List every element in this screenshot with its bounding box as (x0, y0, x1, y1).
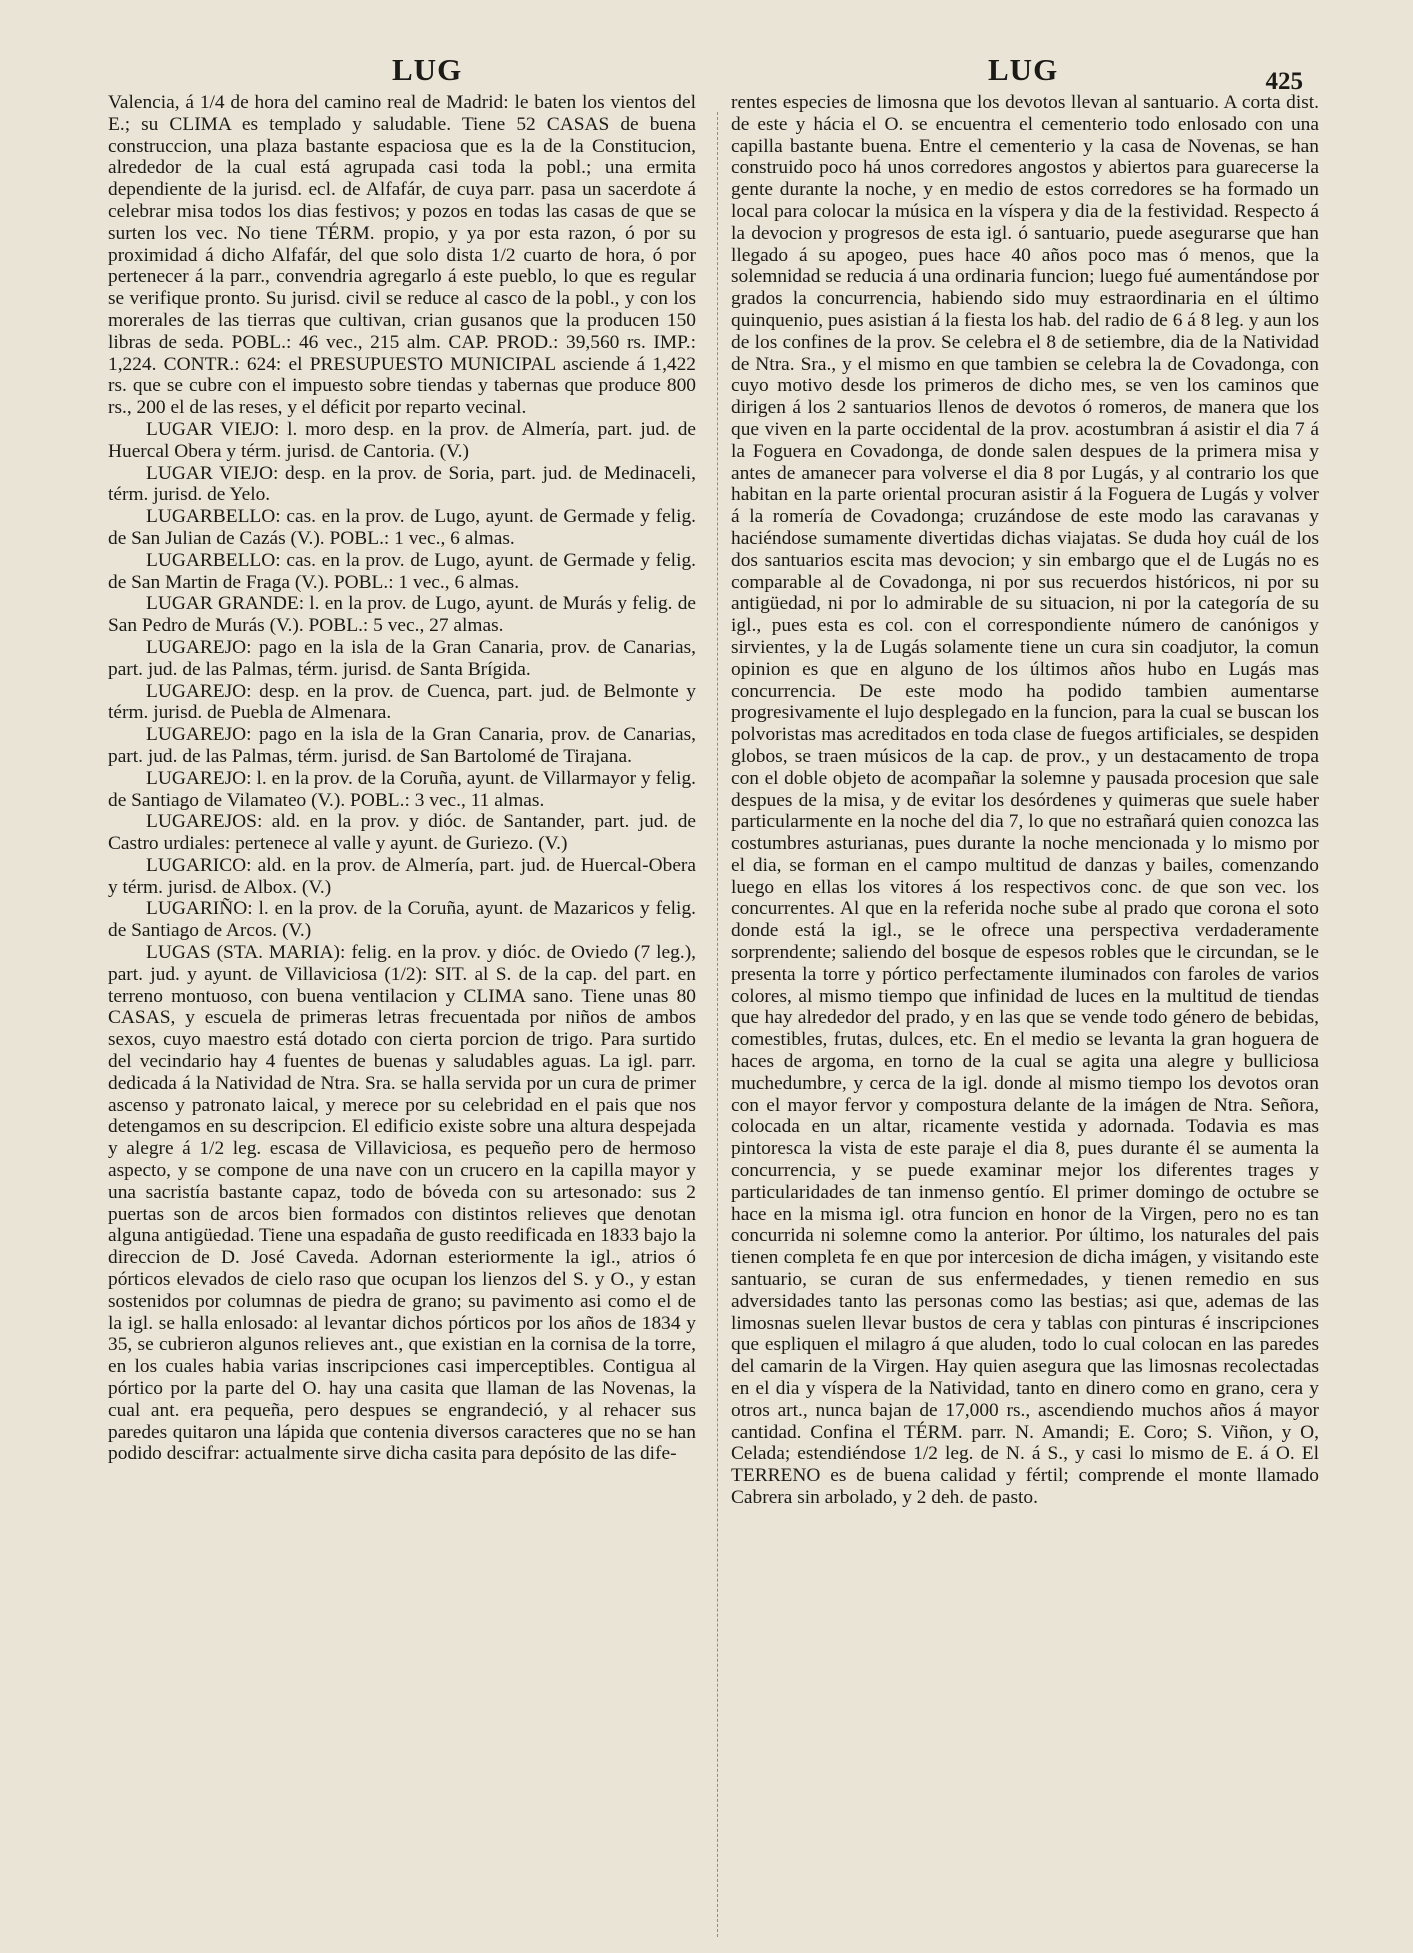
entry-lugar-viejo-soria: LUGAR VIEJO: desp. en la prov. de Soria, part. jud. de Medinaceli, térm. jurisd. de Yelo. (108, 462, 696, 506)
column-divider (717, 112, 718, 1937)
page-number: 425 (1265, 68, 1303, 95)
entry-lugarbello-cazas: LUGARBELLO: cas. en la prov. de Lugo, ayunt. de Germade y felig. de San Julian de Cazás (V.). POBL.: 1 vec., 6 almas. (108, 506, 696, 549)
entry-lugarejo-santa-brigida: LUGAREJO: pago en la isla de la Gran Canaria, prov. de Canarias, part. jud. de las Palmas, térm. jurisd. de Santa Brígida. (108, 636, 696, 680)
running-head-right: LUG (988, 52, 1059, 87)
paragraph-continuation: Valencia, á 1/4 de hora del camino real de Madrid: le baten los vientos del E.; su CLIMA es templado y saludable. Tiene 52 CASAS de buena construccion, una plaza bastante espaciosa que es la de la Constitucion, alrededor de la cual está agrupada casi toda la pobl.; una ermita dependiente de la jurisd. ecl. de Alfafár, de cuya parr. pasa un sacerdote á celebrar misa todos los dias festivos; y pozos en todas las casas de que se surten los vec. No tiene TÉRM. propio, y ya por esta razon, ó por su proximidad á dicho Alfafár, del que solo dista 1/2 cuarto de hora, ó por pertenecer á la parr., convendria agregarlo á este pueblo, lo que es regular se verifique pronto. Su jurisd. civil se reduce al casco de la pobl., y con los morerales de las tierras que cultivan, crian gusanos que la producen 150 libras de seda. POBL.: 46 vec., 215 alm. CAP. PROD.: 39,560 rs. IMP.: 1,224. CONTR.: 624: el PRESUPUESTO MUNICIPAL asciende á 1,422 rs. que se cubre con el impuesto sobre tiendas y tabernas que produce 800 rs., 200 el de las reses, y el déficit por reparto vecinal. (108, 92, 696, 419)
entry-lugarejo-cuenca: LUGAREJO: desp. en la prov. de Cuenca, part. jud. de Belmonte y térm. jurisd. de Puebla de Almenara. (108, 680, 696, 724)
left-column (108, 92, 696, 1465)
entry-lugarejos: LUGAREJOS: ald. en la prov. y dióc. de Santander, part. jud. de Castro urdiales: pertenece al valle y ayunt. de Guriezo. (V.) (108, 811, 696, 855)
entry-lugarbello-fraga: LUGARBELLO: cas. en la prov. de Lugo, ayunt. de Germade y felig. de San Martin de Fraga (V.). POBL.: 1 vec., 6 almas. (108, 549, 696, 593)
running-head-left: LUG (392, 52, 463, 87)
entry-lugarejo-tirajana: LUGAREJO: pago en la isla de la Gran Canaria, prov. de Canarias, part. jud. de las Palmas, térm. jurisd. de San Bartolomé de Tirajana. (108, 724, 696, 767)
entry-lugarico: LUGARICO: ald. en la prov. de Almería, part. jud. de Huercal-Obera y térm. jurisd. de Albox. (V.) (108, 854, 696, 898)
entry-lugarejo-coruna: LUGAREJO: l. en la prov. de la Coruña, ayunt. de Villarmayor y felig. de Santiago de Vilamateo (V.). POBL.: 3 vec., 11 almas. (108, 767, 696, 811)
entry-lugar-viejo-almeria: LUGAR VIEJO: l. moro desp. en la prov. de Almería, part. jud. de Huercal Obera y térm. jurisd. de Cantoria. (V.) (108, 418, 696, 462)
entry-lugas: LUGAS (STA. MARIA): felig. en la prov. y dióc. de Oviedo (7 leg.), part. jud. y ayunt. de Villaviciosa (1/2): SIT. al S. de la cap. del part. en terreno montuoso, con buena ventilacion y CLIMA sano. Tiene unas 80 CASAS, y escuela de primeras letras frecuentada por niños de ambos sexos, cuyo maestro está dotado con cierta porcion de trigo. Para surtido del vecindario hay 4 fuentes de buenas y saludables aguas. La igl. parr. dedicada á la Natividad de Ntra. Sra. se halla servida por un cura de primer ascenso y patronato laical, y merece por su celebridad en el pais que nos detengamos en su descripcion. El edificio existe sobre una altura despejada y alegre á 1/2 leg. escasa de Villaviciosa, es pequeño pero de hermoso aspecto, y se compone de una nave con un crucero en la capilla mayor y una sacristía bastante capaz, todo de bóveda con su artesonado: sus 2 puertas son de arcos bien formados con distintos relieves que denotan alguna antigüedad. Tiene una espadaña de gusto reedificada en 1833 bajo la direccion de D. José Caveda. Adornan esteriormente la igl., atrios ó pórticos elevados de cielo raso que ocupan los lienzos del S. y O., y estan sostenidos por columnas de piedra de grano; su pavimento asi como el de la igl. se halla enlosado: al levantar dichos pórticos por los años de 1834 y 35, se cubrieron algunos relieves ant., que existian en la cornisa de la torre, en los cuales habia varias inscripciones casi imperceptibles. Contigua al pórtico por la parte del O. hay una casita que llaman de las Novenas, la cual ant. era pequeña, pero despues se engrandeció, y al rehacer sus paredes quitaron una lápida que contenia diversos caracteres que no se han podido descifrar: actualmente sirve dicha casita para depósito de las dife- (108, 942, 696, 1465)
paragraph-continuation-lugas: rentes especies de limosna que los devotos llevan al santuario. A corta dist. de este y hácia el O. se encuentra el cementerio todo enlosado con una capilla bastante buena. Entre el cementerio y la casa de Novenas, se han construido poco há unos corredores angostos y abiertos para guarecerse la gente durante la noche, y en medio de estos corredores se ha formado un local para colocar la música en la víspera y dia de la festividad. Respecto á la devocion y progresos de esta igl. ó santuario, puede asegurarse que han llegado á su apogeo, pues hace 40 años poco mas ó menos, que la solemnidad se reducia á una ordinaria funcion; luego fué aumentándose por grados la concurrencia, habiendo sido muy estraordinaria en el último quinquenio, pues asistian á la fiesta los hab. del radio de 6 á 8 leg. y aun los de los confines de la prov. Se celebra el 8 de setiembre, dia de la Natividad de Ntra. Sra., y el mismo en que tambien se celebra la de Covadonga, con cuyo motivo desde los primeros de dicho mes, se ven los caminos que dirigen á los 2 santuarios llenos de devotos ó romeros, de manera que los que viven en la parte occidental de la prov. acostumbran á asistir el dia 7 á la Foguera en Covadonga, de donde salen despues de la primera misa y antes de amanecer para volverse el dia 8 por Lugás, y al contrario los que habitan en la parte oriental procuran asistir á la Foguera de Lugás y volver á la romería de Covadonga; cruzándose de este modo las caravanas y haciéndose sumamente divertidas dichas viajatas. Se duda hoy cuál de los dos santuarios escita mas devocion; y sin embargo que el de Lugás no es comparable al de Covadonga, ni por sus recuerdos históricos, ni por su antigüedad, ni por lo admirable de su situacion, ni por la categoría de su igl., pues esta es col. con el correspondiente número de canónigos y sirvientes, y la de Lugás solamente tiene un cura sin coadjutor, la comun opinion es que en alguno de los últimos años hubo en Lugás mas concurrencia. De este modo ha podido tambien aumentarse progresivamente el lujo desplegado en la funcion, para la cual se buscan los polvoristas mas acreditados en toda clase de fuegos artificiales, se despiden globos, se traen músicos de la cap. de prov., y un destacamento de tropa con el doble objeto de acompañar la solemne y pausada procesion que sale despues de la misa, y de evitar los desórdenes y quimeras que suele haber particularmente en la noche del dia 7, lo que no estrañará quien conozca las costumbres asturianas, pues durante la noche mencionada y lo mismo por el dia, se forman en el campo multitud de danzas y bailes, comenzando luego en ellas los vitores á los respectivos conc. de que son vec. los concurrentes. Al que en la referida noche sube al prado que corona el soto donde está la igl., se le ofrece una perspectiva verdaderamente sorprendente; saliendo del bosque de espesos robles que le circundan, se le presenta la torre y pórtico perfectamente iluminados con faroles de varios colores, al mismo tiempo que infinidad de luces en la multitud de tiendas que hay alrededor del prado, y en las que se vende todo género de bebidas, comestibles, frutas, dulces, etc. En el medio se levanta la gran hoguera de haces de argoma, en torno de la cual se agita una alegre y bulliciosa muchedumbre, y cerca de la igl. donde al mismo tiempo los devotos oran con el mayor fervor y compostura delante de la imágen de Ntra. Señora, colocada en un altar, ricamente vestida y adornada. Todavia es mas pintoresca la vista de este paraje el dia 8, pues durante él se aumenta la concurrencia, y se puede examinar mejor los diferentes trages y particularidades de tan inmenso gentío. El primer domingo de octubre se hace en la misma igl. otra funcion en honor de la Virgen, pero no es tan concurrida ni solemne como la anterior. Por último, los naturales del pais tienen completa fe en que por intercesion de dicha imágen, y visitando este santuario, se curan de sus enfermedades, y tienen remedio en sus adversidades tanto las personas como las bestias; asi que, ademas de las limosnas suelen llevar bustos de cera y tablas con pinturas é inscripciones que espliquen el milagro á que aluden, todo lo cual colocan en las paredes del camarin de la Virgen. Hay quien asegura que las limosnas recolectadas en el dia y víspera de la Natividad, tanto en dinero como en grano, cera y otros art., nunca bajan de 17,000 rs., ascendiendo muchos años á mayor cantidad. Confina el TÉRM. parr. N. Amandi; E. Coro; S. Viñon, y O, Celada; estendiéndose 1/2 leg. de N. á S., y casi lo mismo de E. á O. El TERRENO es de buena calidad y fértil; comprende el monte llamado Cabrera sin arbolado, y 2 deh. de pasto. (731, 92, 1319, 1508)
entry-lugarino: LUGARIÑO: l. en la prov. de la Coruña, ayunt. de Mazaricos y felig. de Santiago de Arcos. (V.) (108, 898, 696, 942)
entry-lugar-grande: LUGAR GRANDE: l. en la prov. de Lugo, ayunt. de Murás y felig. de San Pedro de Murás (V.). POBL.: 5 vec., 27 almas. (108, 593, 696, 637)
right-column (731, 92, 1319, 1509)
